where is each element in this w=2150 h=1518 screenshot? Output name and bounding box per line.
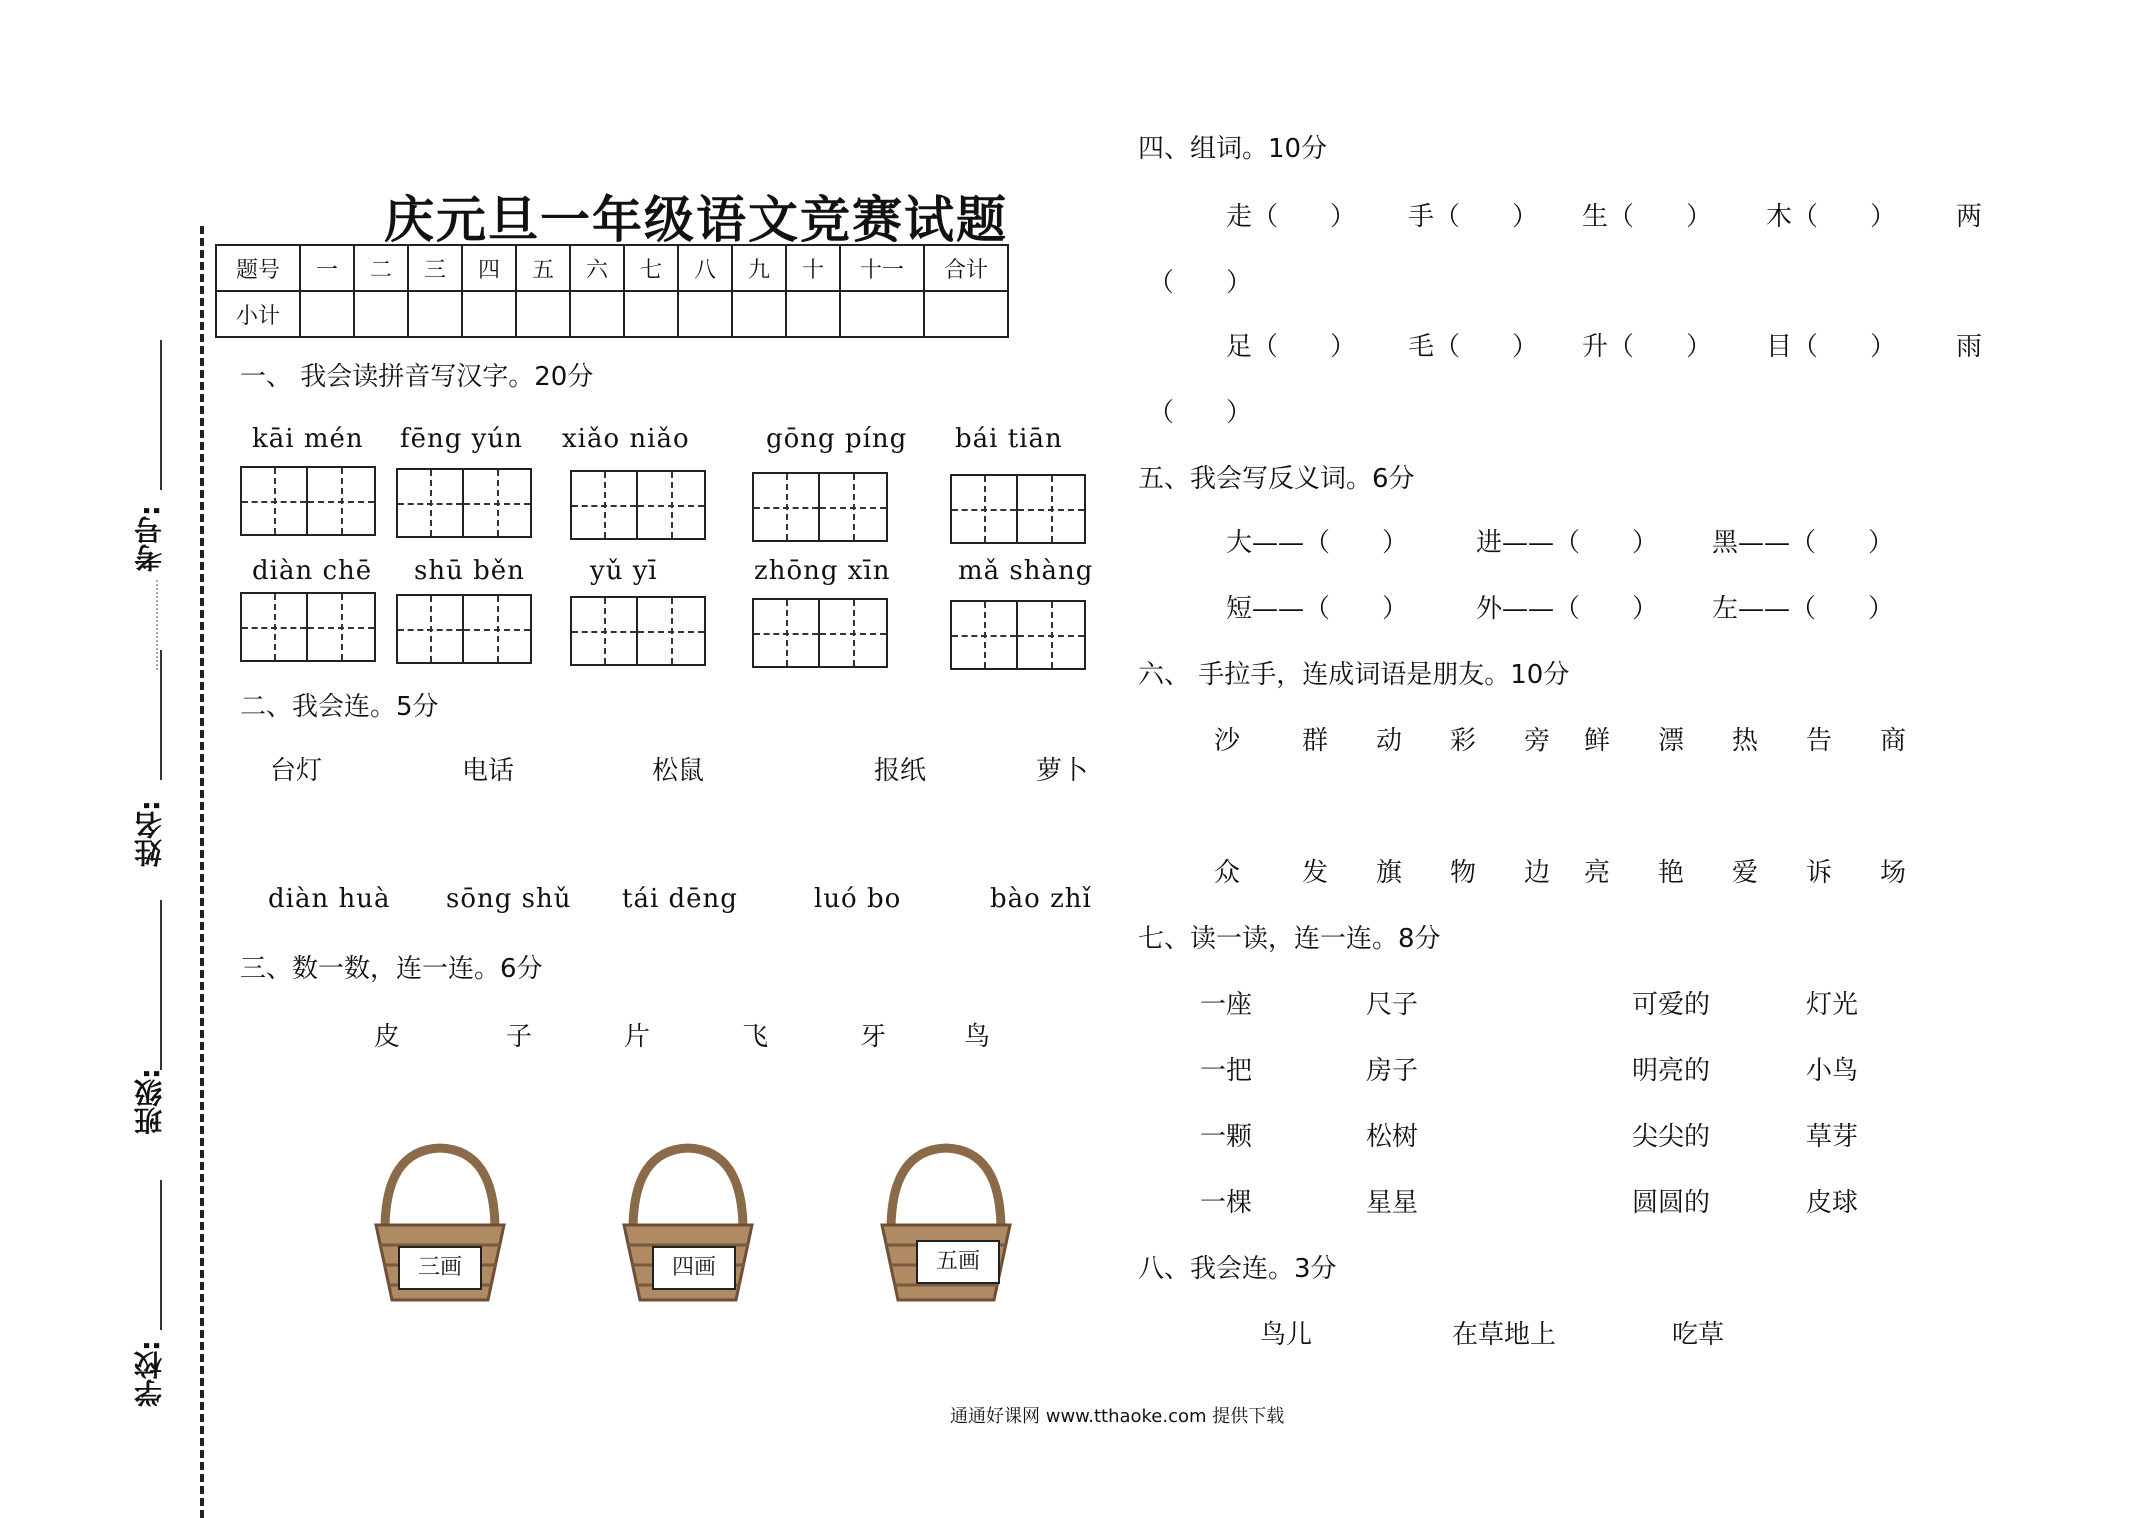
word-5[interactable]: 萝卜 — [1036, 756, 1089, 786]
zuci-2[interactable]: 手（ ） — [1408, 202, 1539, 232]
score-input[interactable] — [300, 291, 354, 337]
grid-cell[interactable] — [572, 472, 638, 538]
word-4[interactable]: 报纸 — [874, 756, 927, 786]
bottom-char[interactable]: 边 — [1524, 858, 1551, 888]
score-table — [215, 244, 1009, 338]
basket-label-2[interactable]: 四画 — [652, 1246, 736, 1290]
word-1[interactable]: 台灯 — [270, 756, 323, 786]
pinyin-9: zhōng xīn — [754, 556, 891, 586]
noun[interactable]: 星星 — [1366, 1188, 1419, 1218]
top-char[interactable]: 群 — [1302, 726, 1329, 756]
measure-word[interactable]: 一把 — [1200, 1056, 1253, 1086]
score-input[interactable] — [624, 291, 678, 337]
score-cell: 题号 — [216, 245, 300, 291]
xuexiao-line — [160, 1180, 162, 1330]
object[interactable]: 小鸟 — [1806, 1056, 1859, 1086]
antonym-2[interactable]: 进——（ ） — [1476, 528, 1659, 558]
adjective[interactable]: 尖尖的 — [1632, 1122, 1711, 1152]
zuci-5: 两 — [1956, 202, 1983, 232]
grid-cell[interactable] — [1018, 476, 1084, 542]
measure-word[interactable]: 一颗 — [1200, 1122, 1253, 1152]
score-row-header — [216, 245, 1008, 291]
score-input[interactable] — [570, 291, 624, 337]
bottom-char[interactable]: 物 — [1450, 858, 1477, 888]
score-cell: 十一 — [840, 245, 924, 291]
score-cell: 一 — [300, 245, 354, 291]
score-cell: 合计 — [924, 245, 1008, 291]
bottom-char[interactable]: 众 — [1214, 858, 1241, 888]
object[interactable]: 皮球 — [1806, 1188, 1859, 1218]
grid-cell[interactable] — [638, 472, 704, 538]
writing-grid[interactable] — [396, 594, 532, 664]
grid-cell[interactable] — [820, 600, 886, 666]
score-row-subtotal — [216, 291, 1008, 337]
page-title: 庆元旦一年级语文竞赛试题 — [384, 191, 1008, 249]
pinyin-8: yǔ yī — [590, 556, 658, 586]
score-cell: 七 — [624, 245, 678, 291]
writing-grid[interactable] — [240, 466, 376, 536]
writing-grid[interactable] — [950, 600, 1086, 670]
zuci-9[interactable]: 目（ ） — [1766, 332, 1897, 362]
score-cell: 九 — [732, 245, 786, 291]
top-char[interactable]: 鲜 — [1584, 726, 1611, 756]
bottom-char[interactable]: 艳 — [1658, 858, 1685, 888]
char-3[interactable]: 片 — [624, 1022, 651, 1052]
grid-cell[interactable] — [308, 468, 374, 534]
adjective[interactable]: 明亮的 — [1632, 1056, 1711, 1086]
section2-heading: 二、我会连。5分 — [240, 692, 439, 722]
writing-grid[interactable] — [570, 596, 706, 666]
section3-heading: 三、数一数，连一连。6分 — [240, 954, 543, 984]
pinyin-match-2[interactable]: sōng shǔ — [446, 884, 572, 914]
grid-cell[interactable] — [398, 470, 464, 536]
kaohao-label: 考号: — [133, 505, 166, 573]
bottom-char[interactable]: 旗 — [1376, 858, 1403, 888]
pinyin-1: kāi mén — [252, 424, 364, 454]
score-cell: 二 — [354, 245, 408, 291]
section7-heading: 七、读一读，连一连。8分 — [1138, 924, 1441, 954]
bottom-char[interactable]: 亮 — [1584, 858, 1611, 888]
grid-cell[interactable] — [952, 476, 1018, 542]
char-6[interactable]: 鸟 — [964, 1022, 991, 1052]
grid-cell[interactable] — [464, 470, 530, 536]
antonym-6[interactable]: 左——（ ） — [1712, 594, 1895, 624]
writing-grid[interactable] — [570, 470, 706, 540]
word-2[interactable]: 电话 — [462, 756, 515, 786]
subtotal-label: 小计 — [216, 291, 300, 337]
zuci-10: 雨 — [1956, 332, 1983, 362]
word-3[interactable]: 松鼠 — [652, 756, 705, 786]
grid-cell[interactable] — [952, 602, 1018, 668]
pinyin-match-4[interactable]: luó bo — [814, 884, 902, 914]
banji-line — [160, 900, 162, 1070]
zuci-3[interactable]: 生（ ） — [1582, 202, 1713, 232]
score-input[interactable] — [462, 291, 516, 337]
zuci-5-blank[interactable]: （ ） — [1148, 268, 1253, 298]
pinyin-2: fēng yún — [400, 424, 523, 454]
grid-cell[interactable] — [638, 598, 704, 664]
noun[interactable]: 房子 — [1366, 1056, 1419, 1086]
score-cell: 五 — [516, 245, 570, 291]
top-char[interactable]: 告 — [1806, 726, 1833, 756]
basket-label-3[interactable]: 五画 — [916, 1240, 1000, 1284]
score-input[interactable] — [408, 291, 462, 337]
zuci-8[interactable]: 升（ ） — [1582, 332, 1713, 362]
pinyin-6: diàn chē — [252, 556, 373, 586]
grid-cell[interactable] — [308, 594, 374, 660]
top-char[interactable]: 动 — [1376, 726, 1403, 756]
bottom-char[interactable]: 诉 — [1806, 858, 1833, 888]
pinyin-match-5[interactable]: bào zhǐ — [990, 884, 1092, 914]
score-input[interactable] — [516, 291, 570, 337]
grid-cell[interactable] — [398, 596, 464, 662]
char-1[interactable]: 皮 — [374, 1022, 401, 1052]
bottom-char[interactable]: 场 — [1880, 858, 1907, 888]
sentence-part-3[interactable]: 吃草 — [1672, 1320, 1725, 1350]
pinyin-7: shū běn — [414, 556, 525, 586]
section5-heading: 五、我会写反义词。6分 — [1138, 464, 1415, 494]
measure-word[interactable]: 一棵 — [1200, 1188, 1253, 1218]
bottom-char[interactable]: 发 — [1302, 858, 1329, 888]
xuexiao-label: 学校: — [133, 1340, 166, 1408]
xingming-label: 姓名: — [133, 800, 166, 868]
writing-grid[interactable] — [396, 468, 532, 538]
zuci-1[interactable]: 走（ ） — [1226, 202, 1357, 232]
grid-cell[interactable] — [464, 596, 530, 662]
kaohao-line — [160, 340, 162, 490]
section6-heading: 六、 手拉手，连成词语是朋友。10分 — [1138, 660, 1570, 690]
footer-credit: 通通好课网 www.tthaoke.com 提供下载 — [950, 1406, 1285, 1427]
grid-cell[interactable] — [820, 474, 886, 540]
section4-heading: 四、组词。10分 — [1138, 134, 1328, 164]
bottom-char[interactable]: 爱 — [1732, 858, 1759, 888]
char-2[interactable]: 子 — [506, 1022, 533, 1052]
top-char[interactable]: 旁 — [1524, 726, 1551, 756]
zuci-10-blank[interactable]: （ ） — [1148, 398, 1253, 428]
writing-grid[interactable] — [752, 472, 888, 542]
pinyin-3: xiǎo niǎo — [562, 424, 690, 454]
adjective[interactable]: 可爱的 — [1632, 990, 1711, 1020]
grid-cell[interactable] — [572, 598, 638, 664]
antonym-4[interactable]: 短——（ ） — [1226, 594, 1409, 624]
antonym-5[interactable]: 外——（ ） — [1476, 594, 1659, 624]
object[interactable]: 灯光 — [1806, 990, 1859, 1020]
score-input[interactable] — [840, 291, 924, 337]
grid-cell[interactable] — [242, 594, 308, 660]
xingming-line — [160, 650, 162, 780]
pinyin-4: gōng píng — [766, 424, 908, 454]
grid-cell[interactable] — [754, 600, 820, 666]
score-input[interactable] — [786, 291, 840, 337]
antonym-3[interactable]: 黑——（ ） — [1712, 528, 1895, 558]
score-cell: 三 — [408, 245, 462, 291]
pinyin-match-1[interactable]: diàn huà — [268, 884, 391, 914]
score-input[interactable] — [678, 291, 732, 337]
dots-1 — [156, 580, 158, 670]
pinyin-match-3[interactable]: tái dēng — [622, 884, 738, 914]
top-char[interactable]: 彩 — [1450, 726, 1477, 756]
score-cell: 八 — [678, 245, 732, 291]
basket-icon — [876, 1140, 1016, 1310]
writing-grid[interactable] — [950, 474, 1086, 544]
pinyin-10: mǎ shàng — [958, 556, 1094, 586]
adjective[interactable]: 圆圆的 — [1632, 1188, 1711, 1218]
section1-heading: 一、 我会读拼音写汉字。20分 — [240, 362, 594, 392]
noun[interactable]: 尺子 — [1366, 990, 1419, 1020]
char-5[interactable]: 牙 — [860, 1022, 887, 1052]
noun[interactable]: 松树 — [1366, 1122, 1419, 1152]
writing-grid[interactable] — [240, 592, 376, 662]
top-char[interactable]: 漂 — [1658, 726, 1685, 756]
top-char[interactable]: 沙 — [1214, 726, 1241, 756]
score-cell: 六 — [570, 245, 624, 291]
grid-cell[interactable] — [242, 468, 308, 534]
zuci-7[interactable]: 毛（ ） — [1408, 332, 1539, 362]
pinyin-5: bái tiān — [955, 424, 1063, 454]
score-cell: 十 — [786, 245, 840, 291]
sentence-part-2[interactable]: 在草地上 — [1452, 1320, 1557, 1350]
measure-word[interactable]: 一座 — [1200, 990, 1253, 1020]
top-char[interactable]: 热 — [1732, 726, 1759, 756]
basket-label-1[interactable]: 三画 — [398, 1246, 482, 1290]
writing-grid[interactable] — [752, 598, 888, 668]
score-input[interactable] — [354, 291, 408, 337]
score-cell: 四 — [462, 245, 516, 291]
banji-label: 班级: — [133, 1068, 166, 1136]
grid-cell[interactable] — [754, 474, 820, 540]
binding-dashed-line — [200, 226, 204, 1518]
zuci-4[interactable]: 木（ ） — [1766, 202, 1897, 232]
char-4[interactable]: 飞 — [742, 1022, 769, 1052]
top-char[interactable]: 商 — [1880, 726, 1907, 756]
object[interactable]: 草芽 — [1806, 1122, 1859, 1152]
section8-heading: 八、我会连。3分 — [1138, 1254, 1337, 1284]
sentence-part-1[interactable]: 鸟儿 — [1260, 1320, 1313, 1350]
zuci-6[interactable]: 足（ ） — [1226, 332, 1357, 362]
score-input[interactable] — [924, 291, 1008, 337]
grid-cell[interactable] — [1018, 602, 1084, 668]
score-input[interactable] — [732, 291, 786, 337]
antonym-1[interactable]: 大——（ ） — [1226, 528, 1409, 558]
